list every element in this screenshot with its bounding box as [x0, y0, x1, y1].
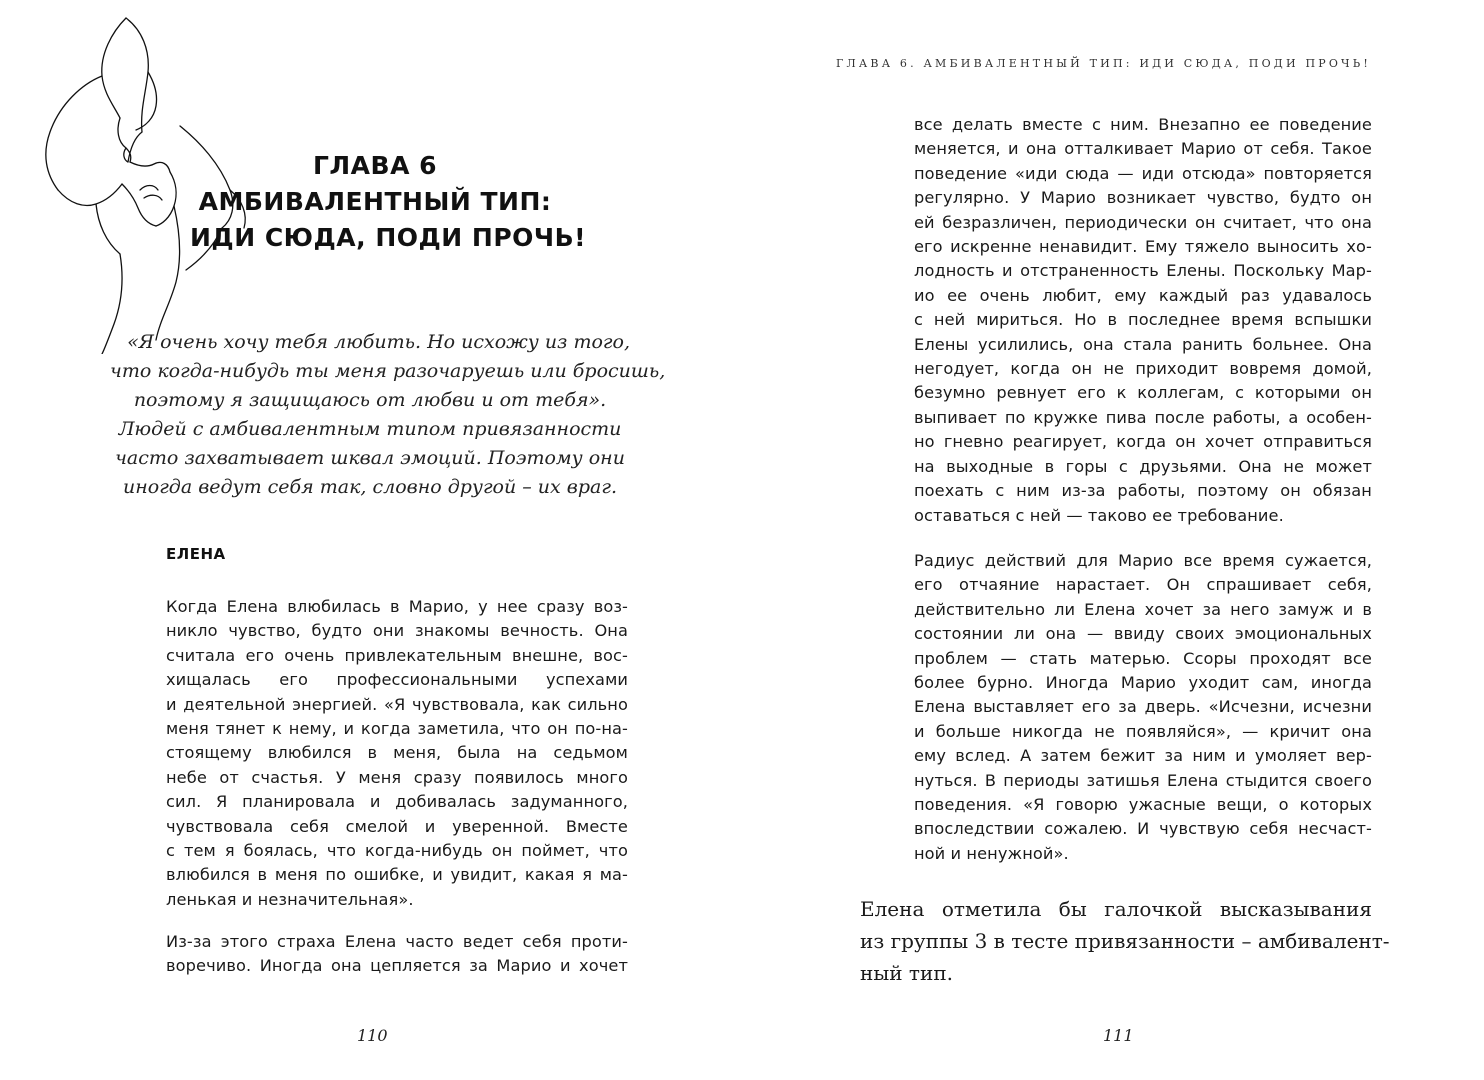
- text-line: ленькая и незначительная».: [166, 889, 414, 909]
- text-line: Из-за этого страха Елена часто ведет себя проти-: [166, 932, 628, 951]
- text-line: его отчаяние нарастает. Он спрашивает себя,: [914, 575, 1372, 595]
- text-line: поведение «иди сюда — иди отсюда» повторяется: [914, 163, 1372, 183]
- text-line: безумно ревнует его к коллегам, с которыми он: [914, 383, 1372, 403]
- epigraph-line: «Я очень хочу тебя любить. Но исхожу из того,: [127, 331, 630, 353]
- text-line: но гневно реагирует, когда он хочет отправиться: [914, 432, 1372, 452]
- epigraph-line: поэтому я защищаюсь от любви и от тебя».: [133, 389, 607, 411]
- text-line: никло чувство, будто они знакомы вечность. Она: [166, 621, 628, 641]
- text-line: Когда Елена влюбилась в Марио, у нее сразу воз-: [166, 597, 628, 616]
- text-line: лодность и отстраненность Елены. Поскольку Мар-: [914, 261, 1372, 281]
- text-line: стоящему влюбился в меня, была на седьмом: [166, 743, 628, 763]
- text-line: более бурно. Иногда Марио уходит сам, иногда: [914, 673, 1372, 693]
- text-line: негодует, когда он не приходит вовремя домой,: [914, 359, 1372, 379]
- text-line: поехать с ним из-за работы, поэтому он обязан: [914, 481, 1372, 501]
- chapter-title: [190, 148, 587, 256]
- text-line: считала его очень привлекательным внешне, вос-: [166, 645, 628, 665]
- text-line: с тем я боялась, что когда-нибудь он поймет, что: [166, 841, 628, 861]
- right-page: [742, 0, 1484, 1080]
- epigraph-line: часто захватывает шквал эмоций. Поэтому они: [115, 447, 625, 469]
- text-line: ей безразличен, периодически он считает, что она: [914, 212, 1372, 232]
- page-number: 111: [1103, 1026, 1134, 1045]
- chapter-title-line: АМБИВАЛЕНТНЫЙ ТИП:: [198, 187, 552, 216]
- text-line: регулярно. У Марио возникает чувство, будто он: [914, 188, 1372, 208]
- epigraph-line: что когда-нибудь ты меня разочаруешь или бросишь,: [110, 360, 666, 382]
- text-line: меня тянет к нему, и когда заметила, что он по-на-: [166, 719, 628, 739]
- text-line: ио ее очень любит, ему каждый раз удавалось: [914, 285, 1372, 305]
- text-line: и деятельной энергией. «Я чувствовала, как сильно: [166, 694, 628, 714]
- running-header: ГЛАВА 6. АМБИВАЛЕНТНЫЙ ТИП: ИДИ СЮДА, ПОДИ ПРОЧЬ!: [836, 57, 1371, 70]
- text-line: оставаться с ней — таково ее требование.: [914, 505, 1284, 525]
- body-paragraph: [914, 113, 1372, 528]
- text-line: ной и ненужной».: [914, 843, 1069, 863]
- body-paragraph: [166, 930, 628, 979]
- text-line: с ней мириться. Но в последнее время вспышки: [914, 310, 1372, 330]
- text-line: хищалась его профессиональными успехами: [166, 670, 628, 690]
- epigraph-line: Людей с амбивалентным типом привязанности: [118, 418, 622, 440]
- text-line: впоследствии сожалею. И чувствую себя несчаст-: [914, 819, 1372, 839]
- text-line: действительно ли Елена хочет за него замуж и в: [914, 599, 1372, 619]
- text-line: влюбился в меня по ошибке, и увидит, какая я ма-: [166, 865, 628, 885]
- epigraph: [110, 328, 666, 502]
- text-line: чувствовала себя смелой и уверенной. Вместе: [166, 816, 628, 836]
- text-line: все делать вместе с ним. Внезапно ее поведение: [914, 115, 1372, 134]
- summary-line: ный тип.: [860, 961, 954, 985]
- text-line: Елена выставляет его за дверь. «Исчезни, исчезни: [914, 697, 1372, 717]
- text-line: проблем — стать матерью. Ссоры проходят все: [914, 648, 1372, 668]
- chapter-title-line: ИДИ СЮДА, ПОДИ ПРОЧЬ!: [190, 223, 587, 252]
- epigraph-line: иногда ведут себя так, словно другой – их враг.: [123, 476, 617, 498]
- text-line: выпивает по кружке пива после работы, а особен-: [914, 407, 1372, 427]
- text-line: Радиус действий для Марио все время сужается,: [914, 551, 1372, 570]
- text-line: меняется, и она отталкивает Марио от себя. Такое: [914, 139, 1372, 159]
- text-line: и больше никогда не появляйся», — кричит она: [914, 721, 1372, 741]
- chapter-title-line: ГЛАВА 6: [312, 151, 438, 180]
- summary-line: из группы 3 в тесте привязанности – амбивалент-: [860, 929, 1390, 953]
- page-number: 110: [357, 1026, 388, 1045]
- body-paragraph: [914, 549, 1372, 866]
- text-line: небе от счастья. У меня сразу появилось много: [166, 767, 628, 787]
- text-line: ему вслед. А затем бежит за ним и умоляет вер-: [914, 746, 1372, 766]
- text-line: поведения. «Я говорю ужасные вещи, о которых: [914, 795, 1372, 815]
- body-paragraph: [166, 595, 628, 912]
- text-line: состоянии ли она — ввиду своих эмоциональных: [914, 624, 1372, 644]
- text-line: нуться. В периоды затишья Елена стыдится своего: [914, 770, 1372, 790]
- text-line: его искренне ненавидит. Ему тяжело выносить хо-: [914, 237, 1372, 257]
- summary-callout: [860, 893, 1390, 989]
- text-line: воречиво. Иногда она цепляется за Марио и хочет: [166, 956, 628, 976]
- summary-line: Елена отметила бы галочкой высказывания: [860, 897, 1372, 921]
- text-line: Елены усилились, она стала ранить больнее. Она: [914, 334, 1372, 354]
- section-heading: ЕЛЕНА: [166, 545, 226, 563]
- text-line: сил. Я планировала и добивалась задуманного,: [166, 792, 628, 812]
- text-line: на выходные в горы с друзьями. Она не может: [914, 456, 1372, 476]
